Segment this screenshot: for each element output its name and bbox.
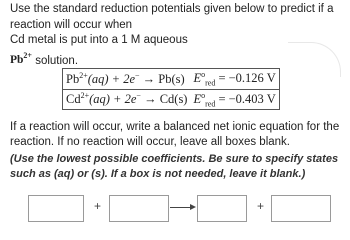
intro-line-3: solution. xyxy=(35,54,79,67)
instructions-text: If a reaction will occur, write a balanced net ionic equation for the reaction. If no reaction will occur, leave all boxes blank. xyxy=(10,121,340,148)
half-reaction: $Pb^{2+}(aq) + 2e^- \to Pb(s)$ xyxy=(63,69,191,90)
reaction-arrow-head xyxy=(190,204,196,210)
intro-ion: $Pb^{2+}$ xyxy=(10,51,32,67)
product-1-input[interactable] xyxy=(197,195,247,222)
intro-line-2: Cd metal is put into a 1 M aqueous xyxy=(10,34,188,46)
reduction-potentials-table xyxy=(62,68,280,110)
hint-text: (Use the lowest possible coefficients. Be sure to specify states such as (aq) or (s). If a box is not needed, leave it blank.) xyxy=(10,153,339,180)
reaction-arrow xyxy=(170,207,192,208)
potential-row xyxy=(63,69,280,90)
potential-value: $E^o_{red} = -0.126$ V xyxy=(190,69,279,90)
potential-value: $E^o_{red} = -0.403$ V xyxy=(190,89,279,110)
product-2-input[interactable] xyxy=(271,195,331,222)
potential-row xyxy=(63,89,280,110)
plus-sign: + xyxy=(94,199,102,213)
reactant-1-input[interactable] xyxy=(28,195,84,222)
plus-sign: + xyxy=(257,199,265,213)
intro-line-1: Use the standard reduction potentials given below to predict if a reaction will occur when xyxy=(10,3,334,31)
reactant-2-input[interactable] xyxy=(109,195,169,222)
half-reaction: $Cd^{2+}(aq) + 2e^- \to Cd(s)$ xyxy=(63,89,191,110)
